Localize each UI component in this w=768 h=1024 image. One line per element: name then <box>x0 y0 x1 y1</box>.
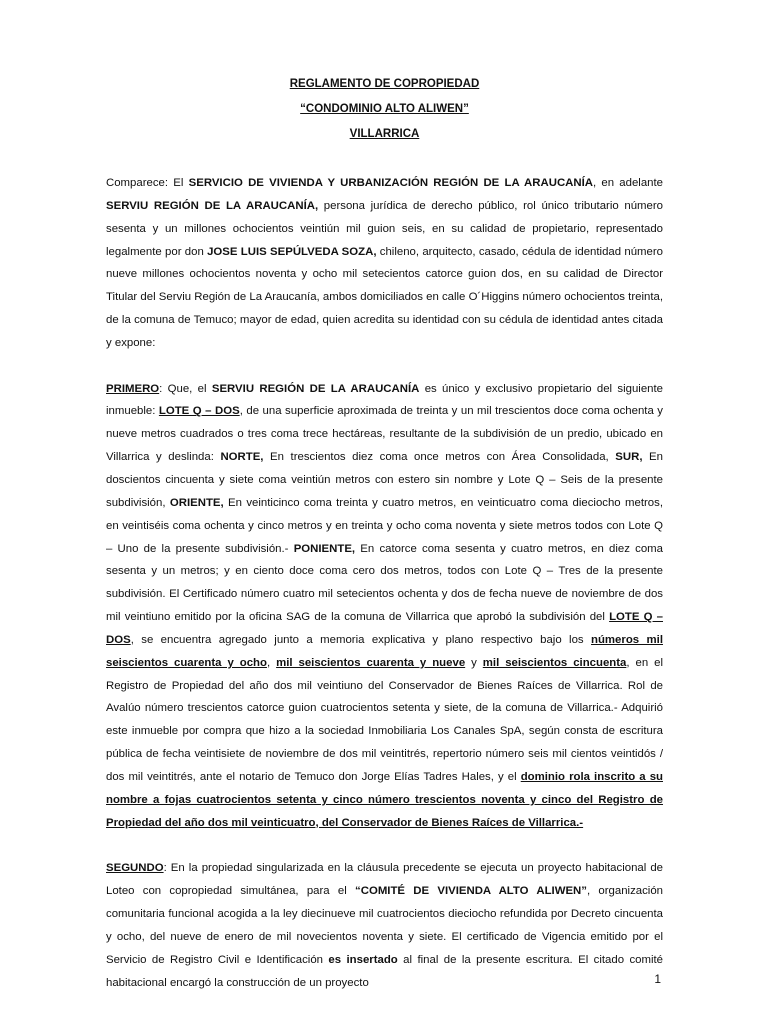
document-header <box>106 0 663 147</box>
emphasized-text: “COMITÉ DE VIVIENDA ALTO ALIWEN” <box>355 885 587 898</box>
document-title: REGLAMENTO DE COPROPIEDAD <box>289 78 480 90</box>
paragraph-primero <box>106 378 663 835</box>
emphasized-text: SERVIU REGIÓN DE LA ARAUCANÍA, <box>106 199 319 212</box>
emphasized-text: LOTE Q – DOS <box>106 611 663 646</box>
text-run: chileno, arquitecto, casado, cédula de identidad número nueve millones ochocientos noventa y ocho mil setecientos catorce guion dos, en su calidad de Director Titular del Serviu Región de La Araucanía, ambos domiciliados en calle O´Higgins número ochocientos treinta, de la comuna de Temuco; mayor de edad, quien acredita su identidad con su cédula de identidad antes citada y expone: <box>106 245 663 349</box>
city-name: VILLARRICA <box>349 128 420 140</box>
emphasized-text: mil seiscientos cuarenta y nueve <box>276 656 466 669</box>
emphasized-text: números mil seiscientos cuarenta y ocho <box>106 633 663 669</box>
emphasized-text: SUR, <box>615 451 643 464</box>
text-run: al final de la presente escritura. El citado comité habitacional encargó la construcción de un proyecto <box>106 953 664 989</box>
text-run: , en adelante <box>593 177 664 189</box>
emphasized-text: PONIENTE, <box>293 542 356 555</box>
condominium-name: “CONDOMINIO ALTO ALIWEN” <box>300 103 469 115</box>
text-run: , organización comunitaria funcional acogida a la ley diecinueve mil cuatrocientos dieciocho refundida por Decreto cincuenta y ocho, del nueve de enero de mil novecientos noventa y siete. El certificado de Vigencia emitido por el Servicio de Registro Civil e Identificación <box>106 885 663 966</box>
text-run: es único y exclusivo propietario del siguiente inmueble: <box>106 382 663 418</box>
emphasized-text: ORIENTE, <box>169 496 224 509</box>
emphasized-text: es insertado <box>328 953 398 966</box>
text-run: y <box>465 656 483 669</box>
emphasized-text: SERVIU REGIÓN DE LA ARAUCANÍA <box>211 382 420 395</box>
text-run: En catorce coma sesenta y cuatro metros, en diez coma sesenta y un metros; y en ciento doce coma cero dos metros, todos con Lote Q – Tres de la presente subdivisión. El Certificado número cuatro mil setecientos ochenta y dos de fecha nueve de noviembre de dos mil veintiuno emitido por la oficina SAG de la comuna de Villarrica que aprobó la subdivisión del <box>106 542 663 624</box>
text-run: Comparece: El <box>106 177 189 189</box>
text-run: persona jurídica de derecho público, rol único tributario número sesenta y un millones ochocientos veintiún mil guion seis, en su calidad de propietario, representado legalmente por don <box>106 199 663 258</box>
text-run: , <box>266 656 277 669</box>
emphasized-text: SERVICIO DE VIVIENDA Y URBANIZACIÓN REGIÓN DE LA ARAUCANÍA <box>188 177 594 189</box>
emphasized-text: NORTE, <box>220 451 264 464</box>
text-run: : Que, el <box>159 382 212 395</box>
text-run: En veinticinco coma treinta y cuatro metros, en veinticuatro coma dieciocho metros, en veintiséis coma ochenta y cinco metros y en treinta y ocho coma noventa y siete metros todos con Lote Q – Uno de la presente subdivisión.- <box>106 496 663 555</box>
text-run: En doscientos cincuenta y siete coma veintiún metros con estero sin nombre y Lote Q – Seis de la presente subdivisión, <box>106 451 663 509</box>
emphasized-text: JOSE LUIS SEPÚLVEDA SOZA, <box>207 245 377 258</box>
paragraph-comparece <box>106 172 663 355</box>
emphasized-text: mil seiscientos cincuenta <box>482 656 627 669</box>
emphasized-text: SEGUNDO <box>106 862 164 875</box>
emphasized-text: LOTE Q – DOS <box>158 405 240 418</box>
document-body <box>106 172 663 994</box>
text-run: , en el Registro de Propiedad del año dos mil veintiuno del Conservador de Bienes Raíces de Villarrica. Rol de Avalúo número trescientos catorce guion cuatrocientos setenta y siete, de la comuna de Villarrica.- Adquirió este inmueble por compra que hizo a la sociedad Inmobiliaria Los Canales SpA, según consta de escritura pública de fecha veintisiete de noviembre de dos mil veintitrés, repertorio número seis mil cientos veintidós / dos mil veintitrés, ante el notario de Temuco don Jorge Elías Tadres Hales, y el <box>106 656 663 783</box>
page-number: 1 <box>654 972 661 986</box>
emphasized-text: dominio rola inscrito a su nombre a fojas cuatrocientos setenta y cinco número trescientos noventa y cinco del Registro de Propiedad del año dos mil veinticuatro, del Conservador de Bienes Raíces de Villarrica.- <box>106 770 663 829</box>
emphasized-text: PRIMERO <box>106 382 160 395</box>
text-run: , se encuentra agregado junto a memoria explicativa y plano respectivo bajo los <box>130 633 592 646</box>
text-run: , de una superficie aproximada de treinta y un mil trescientos doce coma ochenta y nueve metros cuadrados o tres coma trece hectáreas, resultante de la subdivisión de un predio, ubicado en Villarrica y deslinda: <box>106 405 663 464</box>
text-run: En trescientos diez coma once metros con Área Consolidada, <box>263 451 616 464</box>
paragraph-segundo <box>106 857 663 994</box>
text-run: : En la propiedad singularizada en la cláusula precedente se ejecuta un proyecto habitacional de Loteo con copropiedad simultánea, para el <box>106 862 663 898</box>
